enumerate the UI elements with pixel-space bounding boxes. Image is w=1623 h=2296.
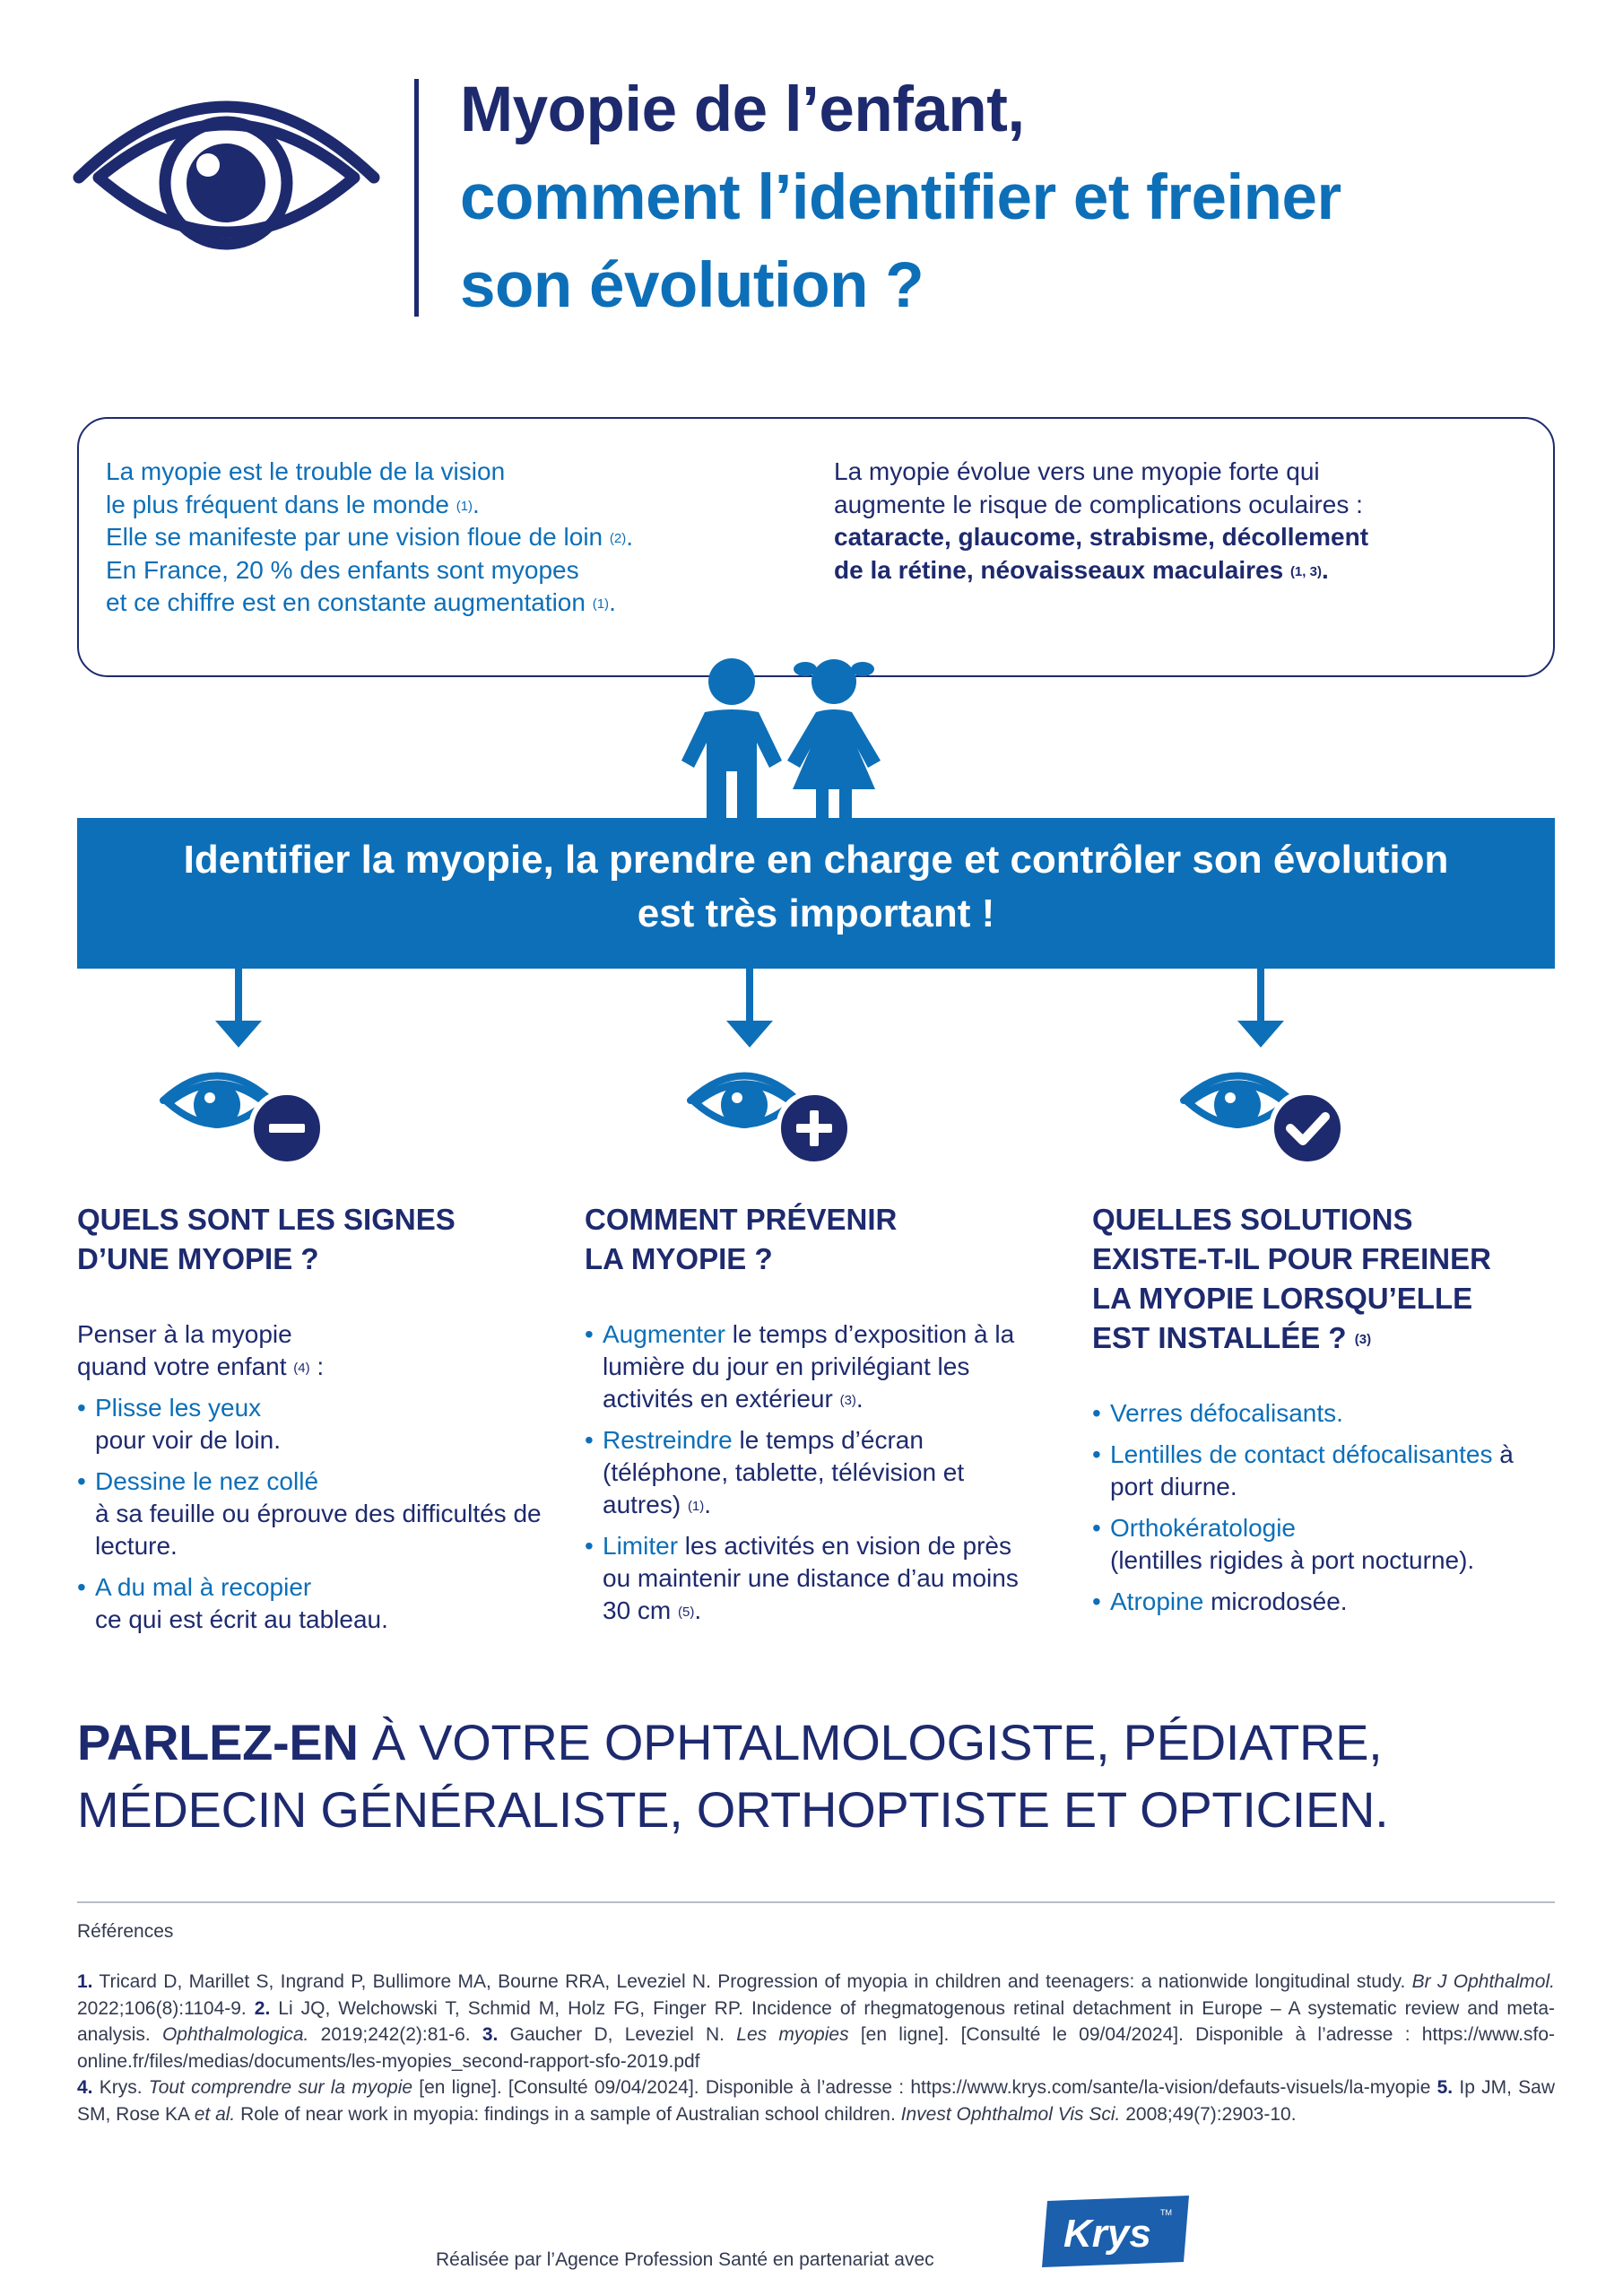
- column-1-heading: QUELS SONT LES SIGNES D’UNE MYOPIE ?: [77, 1203, 456, 1275]
- footer-credit: Réalisée par l’Agence Profession Santé en partenariat avec: [436, 2249, 934, 2270]
- key-message-banner: [77, 818, 1555, 969]
- list-item: • Plisse les yeux pour voir de loin.: [77, 1392, 543, 1457]
- intro-left-line: Elle se manifeste par une vision floue de loin $^{(2)}$.: [106, 523, 634, 551]
- intro-left-line: En France, 20 % des enfants sont myopes: [106, 555, 579, 584]
- column-1-intro: Penser à la myopie quand votre enfant $^{(4)}$ :: [77, 1320, 325, 1380]
- page-title-line-2: comment l’identifier et freiner: [460, 162, 1341, 233]
- references-divider: [77, 1901, 1555, 1903]
- page-title-line-1: Myopie de l’enfant,: [460, 74, 1025, 145]
- list-item: • A du mal à recopier ce qui est écrit au tableau.: [77, 1571, 543, 1636]
- intro-right-line: cataracte, glaucome, strabisme, décollement: [834, 523, 1369, 551]
- page-title-line-3: son évolution ?: [460, 250, 924, 321]
- column-3-body: [1092, 1397, 1555, 1627]
- banner-line-1: Identifier la myopie, la prendre en charge et contrôler son évolution: [183, 838, 1449, 882]
- intro-left-text: [106, 456, 787, 620]
- intro-right-line: augmente le risque de complications oculaires :: [834, 490, 1363, 518]
- krys-logo: [1040, 2196, 1193, 2267]
- arrow-down-icon: [723, 969, 777, 1049]
- eye-check-icon: [1173, 1060, 1352, 1168]
- references-title: Références: [77, 1921, 174, 1942]
- list-item: • Restreindre le temps d’écran (téléphone, tablette, télévision et autres) $^{(1)}$.: [585, 1424, 1042, 1521]
- header-divider: [414, 79, 419, 317]
- eye-plus-icon: [680, 1060, 859, 1168]
- svg-text:Krys: Krys: [1063, 2212, 1151, 2256]
- call-to-action-line-1: PARLEZ-EN À VOTRE OPHTALMOLOGISTE, PÉDIATRE,: [77, 1714, 1383, 1770]
- eye-logo-icon: [72, 72, 381, 283]
- intro-right-line: La myopie évolue vers une myopie forte qui: [834, 457, 1320, 485]
- intro-right-line: de la rétine, néovaisseaux maculaires $^{(1, 3)}$.: [834, 555, 1329, 584]
- column-2-heading: COMMENT PRÉVENIR LA MYOPIE ?: [585, 1203, 898, 1275]
- column-1-body: [77, 1318, 543, 1645]
- eye-minus-icon: [152, 1060, 332, 1168]
- intro-left-line: le plus fréquent dans le monde $^{(1)}$.: [106, 490, 480, 518]
- column-2-body: [585, 1318, 1042, 1636]
- intro-left-line: La myopie est le trouble de la vision: [106, 457, 506, 485]
- list-item: • Atropine microdosée.: [1092, 1586, 1555, 1618]
- svg-text:TM: TM: [1160, 2208, 1172, 2217]
- list-item: • Verres défocalisants.: [1092, 1397, 1555, 1430]
- intro-right-text: [834, 456, 1497, 587]
- list-item: • Lentilles de contact défocalisantes à port diurne.: [1092, 1439, 1555, 1503]
- references-list: 1. Tricard D, Marillet S, Ingrand P, Bullimore MA, Bourne RRA, Leveziel N. Progression of myopia in children and teenagers: a nationwide longitudinal study. Br J Ophthalmol. 2022;106(8):1104-9. 2. Li JQ, Welchowski T, Schmid M, Holz FG, Finger RP. Incidence of rhegmatogenous retinal detachment in Europe – A systematic review and meta-analysis. Ophthalmologica. 2019;242(2):81-6. 3. Gaucher D, Leveziel N. Les myopies [en ligne]. [Consulté le 09/04/2024]. Disponible à l’adresse : https://www.sfo-online.fr/files/medias/documents/les-myopies_second-rapport-sfo-2019.pdf 4. Krys. Tout comprendre sur la myopie [en ligne]. [Consulté 09/04/2024]. Disponible à l’adresse : https://www.krys.com/sante/la-vision/defauts-visuels/la-myopie 5. Ip JM, Saw SM, Rose KA et al. Role of near work in myopia: findings in a sample of Australian school children. Invest Ophthalmol Vis Sci. 2008;49(7):2903-10.: [77, 1971, 1556, 2125]
- children-icon: [673, 655, 906, 821]
- arrow-down-icon: [212, 969, 265, 1049]
- list-item: • Augmenter le temps d’exposition à la lumière du jour en privilégiant les activités en extérieur $^{(3)}$.: [585, 1318, 1042, 1415]
- column-3-heading: QUELLES SOLUTIONS EXISTE-T-IL POUR FREINER LA MYOPIE LORSQU’ELLE EST INSTALLÉE ? $^{(3)}$: [1092, 1203, 1491, 1354]
- call-to-action-line-2: MÉDECIN GÉNÉRALISTE, ORTHOPTISTE ET OPTICIEN.: [77, 1781, 1389, 1838]
- list-item: • Orthokératologie (lentilles rigides à port nocturne).: [1092, 1512, 1555, 1577]
- intro-left-line: et ce chiffre est en constante augmentation $^{(1)}$.: [106, 588, 616, 616]
- arrow-down-icon: [1234, 969, 1288, 1049]
- banner-line-2: est très important !: [637, 891, 995, 935]
- list-item: • Limiter les activités en vision de près ou maintenir une distance d’au moins 30 cm $^{(5)}$.: [585, 1530, 1042, 1627]
- list-item: • Dessine le nez collé à sa feuille ou éprouve des difficultés de lecture.: [77, 1465, 543, 1562]
